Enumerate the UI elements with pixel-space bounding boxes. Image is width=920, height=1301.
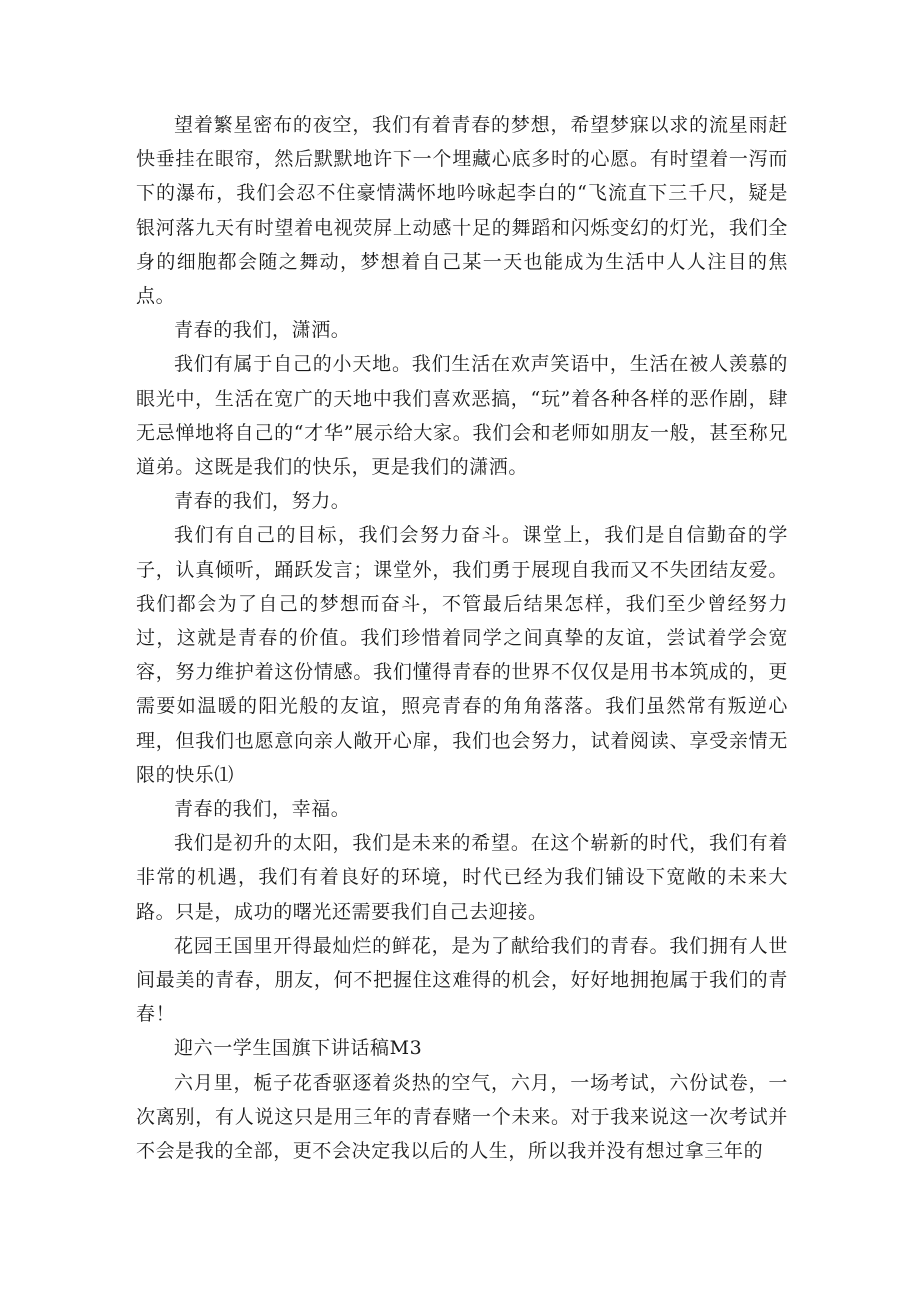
document-body: [136, 108, 788, 1168]
paragraph-garden-kingdom: 花园王国里开得最灿烂的鲜花，是为了献给我们的青春。我们拥有人世间最美的青春，朋友，何不把握住这难得的机会，好好地拥抱属于我们的青春！: [136, 934, 788, 1026]
heading-youth-happiness: 青春的我们，幸福。: [174, 798, 351, 821]
section-title-speech: 迎六一学生国旗下讲话稿M3: [174, 1037, 423, 1060]
paragraph-night-sky: 望着繁星密布的夜空，我们有着青春的梦想，希望梦寐以求的流星雨赶快垂挂在眼帘，然后默默地许下一个埋藏心底多时的心愿。有时望着一泻而下的瀑布，我们会忍不住豪情满怀地吟咏起李白的“飞流直下三千尺，疑是银河落九天有时望着电视荧屏上动感十足的舞蹈和闪烁变幻的灯光，我们全身的细胞都会随之舞动，梦想着自己某一天也能成为生活中人人注目的焦点。: [136, 114, 788, 308]
paragraph-happiness: 我们是初升的太阳，我们是未来的希望。在这个崭新的时代，我们有着非常的机遇，我们有着良好的环境，时代已经为我们铺设下宽敞的未来大路。只是，成功的曙光还需要我们自己去迎接。: [136, 832, 788, 923]
heading-youth-carefree: 青春的我们，潇洒。: [174, 319, 351, 342]
paragraph-effort: 我们有自己的目标，我们会努力奋斗。课堂上，我们是自信勤奋的学子，认真倾听，踊跃发言；课堂外，我们勇于展现自我而又不失团结友爱。我们都会为了自己的梦想而奋斗，不管最后结果怎样，我们至少曾经努力过，这就是青春的价值。我们珍惜着同学之间真挚的友谊，尝试着学会宽容，努力维护着这份情感。我们懂得青春的世界不仅仅是用书本筑成的，更需要如温暖的阳光般的友谊，照亮青春的角角落落。我们虽然常有叛逆心理，但我们也愿意向亲人敞开心扉，我们也会努力，试着阅读、享受亲情无限的快乐⑴: [136, 524, 788, 786]
heading-youth-effort: 青春的我们，努力。: [174, 490, 351, 513]
paragraph-june: 六月里，栀子花香驱逐着炎热的空气，六月，一场考试，六份试卷，一次离别，有人说这只是用三年的青春赌一个未来。对于我来说这一次考试并不会是我的全部，更不会决定我以后的人生，所以我并没有想过拿三年的: [136, 1071, 788, 1163]
paragraph-carefree: 我们有属于自己的小天地。我们生活在欢声笑语中，生活在被人羡慕的眼光中，生活在宽广的天地中我们喜欢恶搞，“玩”着各种各样的恶作剧，肆无忌惮地将自己的“才华”展示给大家。我们会和老师如朋友一般，甚至称兄道弟。这既是我们的快乐，更是我们的潇洒。: [136, 353, 788, 479]
